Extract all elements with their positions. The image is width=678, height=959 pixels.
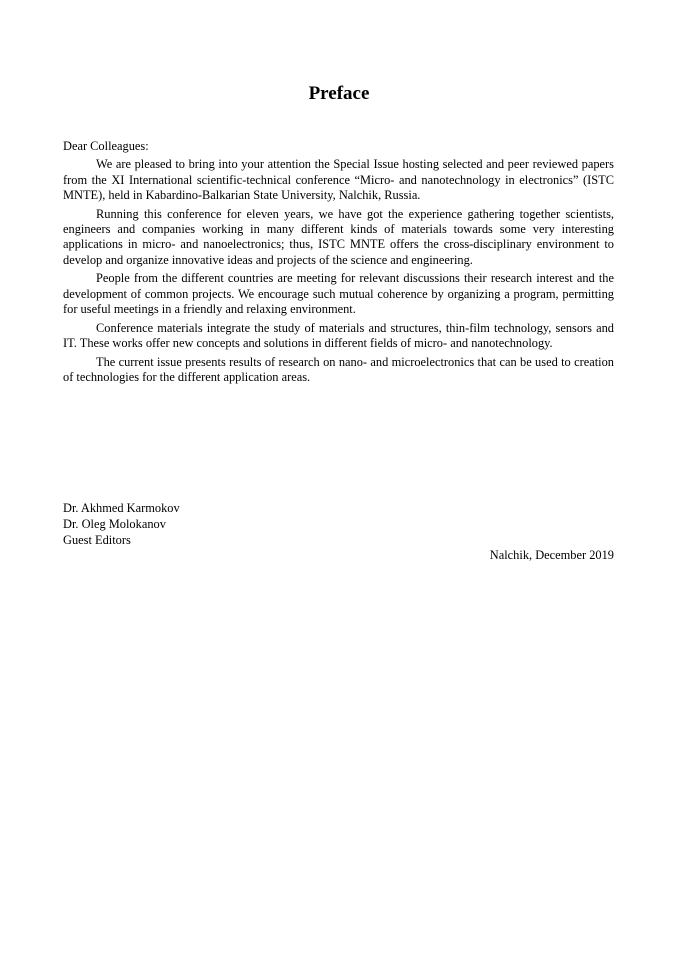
paragraph-3: People from the different countries are meeting for relevant discussions their research interest and the development of common projects. We encourage such mutual coherence by organizing a program, permitting for useful meetings in a friendly and relaxing environment. xyxy=(63,271,614,316)
page-title: Preface xyxy=(308,83,370,104)
editor-name-1: Dr. Akhmed Karmokov xyxy=(63,501,180,515)
preface-body xyxy=(63,139,614,389)
signature-block xyxy=(63,500,614,548)
salutation: Dear Colleagues: xyxy=(63,139,149,153)
paragraph-5: The current issue presents results of research on nano- and microelectronics that can be used to creation of technologies for the different application areas. xyxy=(63,354,614,385)
paragraph-2: Running this conference for eleven years, we have got the experience gathering together scientists, engineers and companies working in many different kinds of materials towards some very interesting applications in micro- and nanoelectronics; thus, ISTC MNTE offers the cross-disciplinary environment to develop and organize innovative ideas and projects of the science and engineering. xyxy=(63,206,614,267)
editor-name-2: Dr. Oleg Molokanov xyxy=(63,517,166,531)
dateline: Nalchik, December 2019 xyxy=(489,548,614,562)
paragraph-1: We are pleased to bring into your attention the Special Issue hosting selected and peer reviewed papers from the XI International scientific-technical conference “Micro- and nanotechnology in electronics” (ISTC MNTE), held in Kabardino-Balkarian State University, Nalchik, Russia. xyxy=(63,157,614,202)
editor-role: Guest Editors xyxy=(63,533,131,547)
paragraph-4: Conference materials integrate the study of materials and structures, thin-film technology, sensors and IT. These works offer new concepts and solutions in different fields of micro- and nanotechnology. xyxy=(63,320,614,351)
